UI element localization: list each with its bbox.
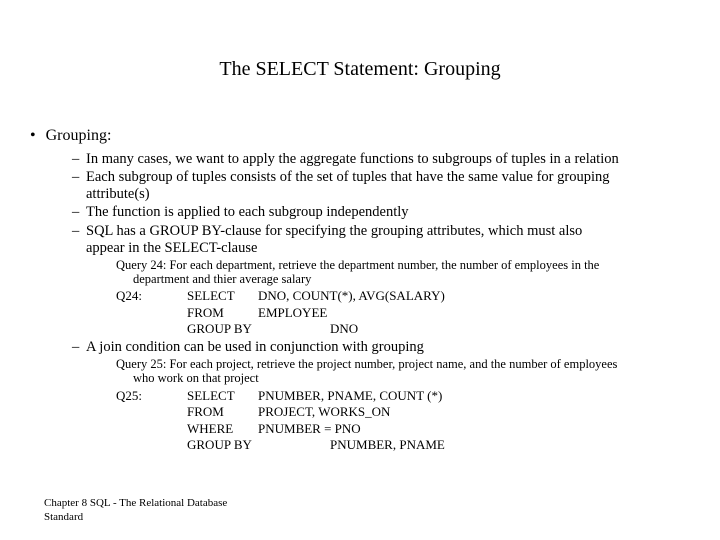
query25-label: Q25: bbox=[116, 388, 142, 403]
query24-description: Query 24: For each department, retrieve the department number, the number of employees in the bbox=[116, 258, 600, 272]
dash-symbol: – bbox=[72, 204, 80, 220]
sql-keyword: WHERE bbox=[187, 421, 234, 436]
sql-keyword: SELECT bbox=[187, 388, 235, 403]
sql-value: PNUMBER = PNO bbox=[258, 421, 361, 436]
sub-point bbox=[72, 169, 610, 186]
sql-keyword: GROUP BY bbox=[187, 437, 252, 452]
sub-point-continuation: appear in the SELECT-clause bbox=[86, 240, 258, 256]
query25-description: Query 25: For each project, retrieve the project number, project name, and the number of employees bbox=[116, 357, 618, 371]
sql-keyword: SELECT bbox=[187, 288, 235, 303]
query24-description-continuation: department and thier average salary bbox=[133, 272, 312, 286]
query25-description-continuation: who work on that project bbox=[133, 371, 259, 385]
bullet-symbol: • bbox=[30, 127, 36, 144]
footer-text: Chapter 8 SQL - The Relational Database Standard bbox=[44, 497, 228, 523]
sub-point-text: Each subgroup of tuples consists of the set of tuples that have the same value for grouping bbox=[86, 169, 610, 185]
sub-point-text: In many cases, we want to apply the aggregate functions to subgroups of tuples in a relation bbox=[86, 151, 619, 167]
sub-point bbox=[72, 151, 619, 168]
sql-value: EMPLOYEE bbox=[258, 305, 328, 320]
sub-point-text: The function is applied to each subgroup independently bbox=[86, 204, 409, 220]
sql-value: PNUMBER, PNAME, COUNT (*) bbox=[258, 388, 443, 403]
dash-symbol: – bbox=[72, 339, 80, 355]
dash-symbol: – bbox=[72, 151, 80, 167]
sql-value: DNO bbox=[330, 321, 359, 336]
sql-value: DNO, COUNT(*), AVG(SALARY) bbox=[258, 288, 445, 303]
query24-label: Q24: bbox=[116, 288, 142, 303]
dash-symbol: – bbox=[72, 223, 80, 239]
sub-point-text: SQL has a GROUP BY-clause for specifying the grouping attributes, which must also bbox=[86, 223, 583, 239]
sql-value: PNUMBER, PNAME bbox=[330, 437, 445, 452]
bullet-grouping bbox=[30, 127, 111, 145]
sub-point-continuation: attribute(s) bbox=[86, 186, 150, 202]
slide-title: The SELECT Statement: Grouping bbox=[219, 58, 501, 80]
sub-point-text: A join condition can be used in conjunction with grouping bbox=[86, 339, 424, 355]
sub-point bbox=[72, 223, 582, 240]
dash-symbol: – bbox=[72, 169, 80, 185]
sql-keyword: FROM bbox=[187, 305, 224, 320]
sub-point bbox=[72, 339, 424, 356]
sub-point bbox=[72, 204, 409, 221]
sql-keyword: FROM bbox=[187, 404, 224, 419]
bullet-label: Grouping: bbox=[45, 127, 112, 144]
sql-keyword: GROUP BY bbox=[187, 321, 252, 336]
sql-value: PROJECT, WORKS_ON bbox=[258, 404, 391, 419]
